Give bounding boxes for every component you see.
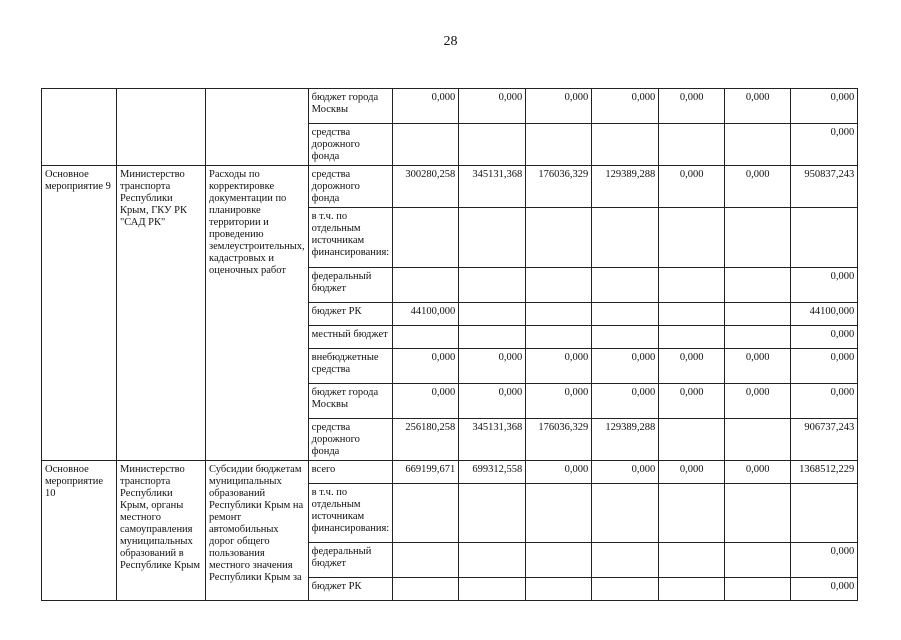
total-cell: 0,000 — [791, 384, 858, 419]
value-cell — [459, 484, 526, 543]
table-body — [42, 89, 858, 601]
value-cell: 0,000 — [659, 461, 725, 484]
value-cell: 0,000 — [459, 349, 526, 384]
value-cell: 0,000 — [725, 166, 791, 208]
value-cell: 176036,329 — [526, 419, 592, 461]
value-cell: 44100,000 — [393, 303, 459, 326]
value-cell — [526, 578, 592, 601]
value-cell — [725, 208, 791, 268]
funding-source-cell: в т.ч. по отдельным источникам финансирования: — [308, 208, 393, 268]
value-cell — [725, 419, 791, 461]
value-cell: 0,000 — [592, 461, 659, 484]
value-cell — [659, 303, 725, 326]
value-cell: 699312,558 — [459, 461, 526, 484]
total-cell: 0,000 — [791, 268, 858, 303]
value-cell: 0,000 — [659, 89, 725, 124]
value-cell — [659, 208, 725, 268]
total-cell: 44100,000 — [791, 303, 858, 326]
value-cell — [459, 303, 526, 326]
value-cell: 0,000 — [725, 461, 791, 484]
total-cell: 906737,243 — [791, 419, 858, 461]
value-cell: 345131,368 — [459, 419, 526, 461]
value-cell: 0,000 — [526, 461, 592, 484]
table-row — [42, 461, 858, 484]
total-cell: 0,000 — [791, 349, 858, 384]
value-cell: 0,000 — [725, 384, 791, 419]
activity-name-cell: Основное мероприятие 10 — [42, 461, 117, 601]
total-cell — [791, 208, 858, 268]
value-cell — [592, 484, 659, 543]
value-cell — [459, 208, 526, 268]
value-cell: 345131,368 — [459, 166, 526, 208]
executor-cell: Министерство транспорта Республики Крым, органы местного самоуправления муниципальных образований в Республике Крым — [117, 461, 206, 601]
executor-cell: Министерство транспорта Республики Крым, ГКУ РК "САД РК" — [117, 166, 206, 461]
value-cell — [659, 543, 725, 578]
funding-source-cell: средства дорожного фонда — [308, 166, 393, 208]
value-cell — [393, 268, 459, 303]
funding-source-cell: федеральный бюджет — [308, 268, 393, 303]
value-cell — [725, 303, 791, 326]
value-cell — [459, 543, 526, 578]
value-cell — [393, 578, 459, 601]
total-cell — [791, 484, 858, 543]
funding-source-cell: бюджет города Москвы — [308, 384, 393, 419]
value-cell: 129389,288 — [592, 419, 659, 461]
value-cell: 0,000 — [659, 349, 725, 384]
value-cell: 0,000 — [725, 89, 791, 124]
value-cell — [526, 484, 592, 543]
value-cell — [659, 419, 725, 461]
activity-name-cell — [42, 89, 117, 166]
activity-name-cell: Основное мероприятие 9 — [42, 166, 117, 461]
value-cell: 0,000 — [526, 384, 592, 419]
value-cell — [459, 326, 526, 349]
value-cell: 0,000 — [526, 89, 592, 124]
executor-cell — [117, 89, 206, 166]
value-cell — [659, 326, 725, 349]
value-cell — [592, 303, 659, 326]
value-cell — [393, 124, 459, 166]
funding-source-cell: всего — [308, 461, 393, 484]
value-cell: 0,000 — [659, 166, 725, 208]
total-cell: 950837,243 — [791, 166, 858, 208]
value-cell — [725, 578, 791, 601]
description-cell: Расходы по корректировке документации по планировке территории и проведению землеустроительных, кадастровых и оценочных работ — [206, 166, 309, 461]
financing-table — [41, 88, 858, 601]
value-cell: 0,000 — [592, 89, 659, 124]
value-cell: 669199,671 — [393, 461, 459, 484]
table-row — [42, 89, 858, 124]
funding-source-cell: федеральный бюджет — [308, 543, 393, 578]
value-cell — [659, 484, 725, 543]
table-row — [42, 166, 858, 208]
total-cell: 1368512,229 — [791, 461, 858, 484]
value-cell: 0,000 — [459, 89, 526, 124]
total-cell: 0,000 — [791, 543, 858, 578]
value-cell — [393, 326, 459, 349]
value-cell — [592, 208, 659, 268]
value-cell — [659, 268, 725, 303]
value-cell — [526, 543, 592, 578]
funding-source-cell: внебюджетные средства — [308, 349, 393, 384]
value-cell — [659, 578, 725, 601]
total-cell: 0,000 — [791, 326, 858, 349]
value-cell — [725, 124, 791, 166]
value-cell — [725, 543, 791, 578]
funding-source-cell: средства дорожного фонда — [308, 419, 393, 461]
total-cell: 0,000 — [791, 89, 858, 124]
value-cell: 176036,329 — [526, 166, 592, 208]
value-cell: 0,000 — [393, 384, 459, 419]
value-cell — [393, 208, 459, 268]
value-cell: 0,000 — [725, 349, 791, 384]
value-cell: 0,000 — [393, 349, 459, 384]
value-cell — [592, 124, 659, 166]
value-cell — [393, 484, 459, 543]
value-cell — [526, 326, 592, 349]
funding-source-cell: бюджет города Москвы — [308, 89, 393, 124]
value-cell — [592, 326, 659, 349]
value-cell: 0,000 — [592, 349, 659, 384]
value-cell — [526, 208, 592, 268]
page-number: 28 — [443, 34, 458, 49]
value-cell — [592, 543, 659, 578]
value-cell — [459, 124, 526, 166]
value-cell: 0,000 — [526, 349, 592, 384]
value-cell — [659, 124, 725, 166]
funding-source-cell: средства дорожного фонда — [308, 124, 393, 166]
value-cell: 300280,258 — [393, 166, 459, 208]
value-cell — [526, 124, 592, 166]
funding-source-cell: бюджет РК — [308, 578, 393, 601]
value-cell: 0,000 — [592, 384, 659, 419]
funding-source-cell: в т.ч. по отдельным источникам финансирования: — [308, 484, 393, 543]
total-cell: 0,000 — [791, 578, 858, 601]
total-cell: 0,000 — [791, 124, 858, 166]
value-cell — [725, 326, 791, 349]
value-cell — [526, 303, 592, 326]
value-cell — [725, 484, 791, 543]
value-cell — [526, 268, 592, 303]
description-cell: Субсидии бюджетам муниципальных образований Республики Крым на ремонт автомобильных дорог общего пользования местного значения Республики Крым за — [206, 461, 309, 601]
value-cell — [459, 268, 526, 303]
value-cell — [725, 268, 791, 303]
value-cell — [592, 268, 659, 303]
value-cell: 0,000 — [659, 384, 725, 419]
description-cell — [206, 89, 309, 166]
value-cell: 256180,258 — [393, 419, 459, 461]
value-cell — [459, 578, 526, 601]
funding-source-cell: местный бюджет — [308, 326, 393, 349]
value-cell: 0,000 — [393, 89, 459, 124]
value-cell — [592, 578, 659, 601]
value-cell: 0,000 — [459, 384, 526, 419]
value-cell: 129389,288 — [592, 166, 659, 208]
value-cell — [393, 543, 459, 578]
funding-source-cell: бюджет РК — [308, 303, 393, 326]
